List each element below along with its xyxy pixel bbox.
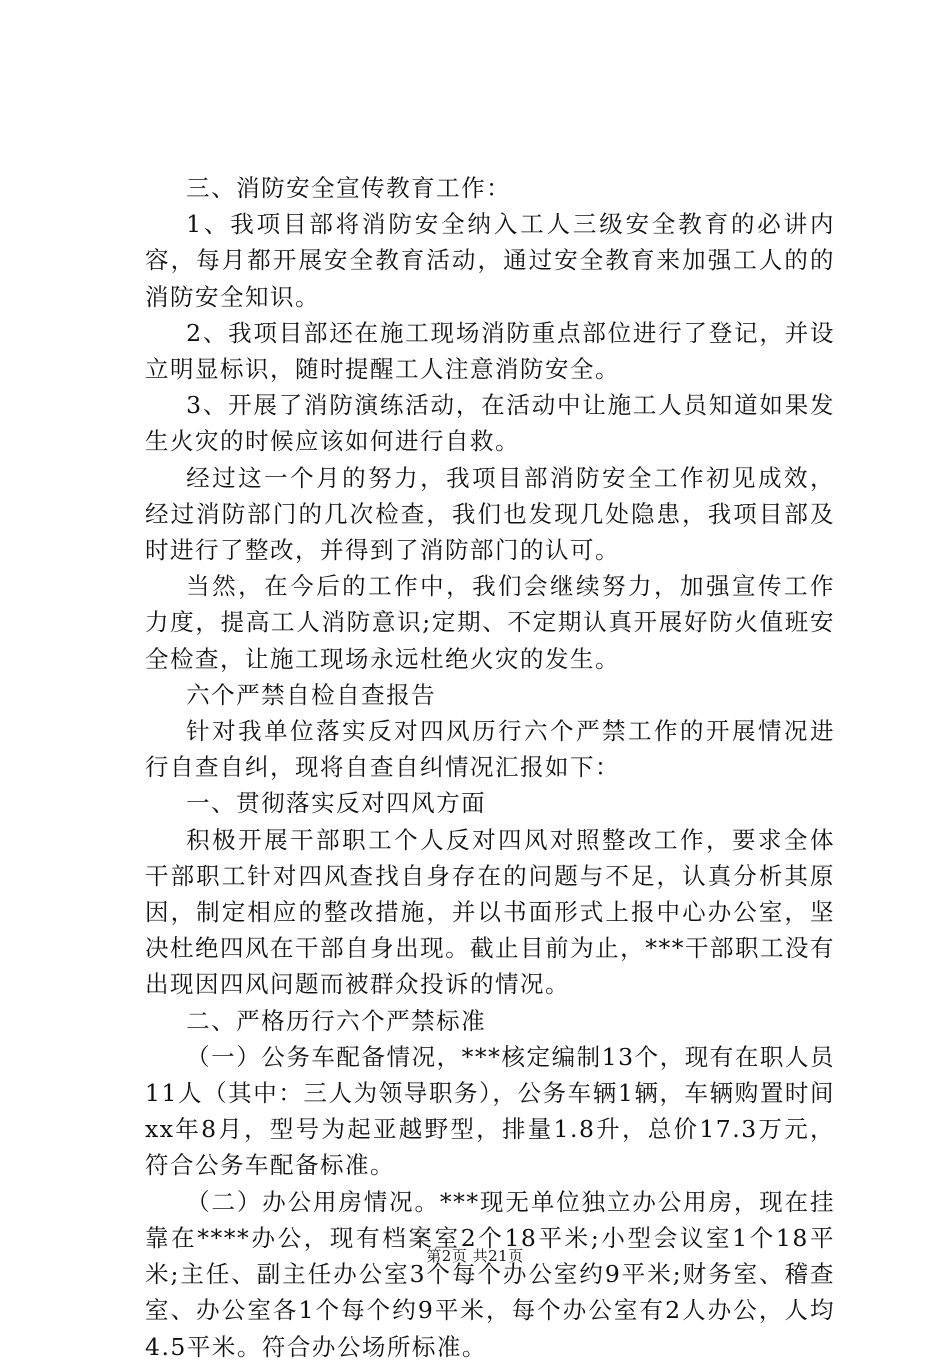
paragraph-office-space: （二）办公用房情况。***现无单位独立办公用房，现在挂靠在****办公，现有档案室2个18平米;小型会议室1个18平米;主任、副主任办公室3个每个办公室约9平米;财务室、稽查室、办公室各1个每个约9平米，每个办公室有2人办公，人均4.5平米。符合办公场所标准。 — [145, 1187, 835, 1361]
paragraph-four-winds: 积极开展干部职工个人反对四风对照整改工作，要求全体干部职工针对四风查找自身存在的问题与不足，认真分析其原因，制定相应的整改措施，并以书面形式上报中心办公室，坚决杜绝四风在干部自身出现。截止目前为止，***干部职工没有出现因四风问题而被群众投诉的情况。 — [145, 825, 835, 999]
page-footer: 第2页 共21页 — [426, 1247, 524, 1265]
paragraph-item-3: 3、开展了消防演练活动，在活动中让施工人员知道如果发生火灾的时候应该如何进行自救。 — [145, 391, 835, 456]
paragraph-item-2: 2、我项目部还在施工现场消防重点部位进行了登记，并设立明显标识，随时提醒工人注意消防安全。 — [145, 318, 835, 384]
paragraph-outlook: 当然，在今后的工作中，我们会继续努力，加强宣传工作力度，提高工人消防意识;定期、不定期认真开展好防火值班安全检查，让施工现场永远杜绝火灾的发生。 — [145, 572, 835, 673]
paragraph-summary: 经过这一个月的努力，我项目部消防安全工作初见成效，经过消防部门的几次检查，我们也发现几处隐患，我项目部及时进行了整改，并得到了消防部门的认可。 — [145, 463, 835, 565]
report-title: 六个严禁自检自查报告 — [186, 680, 437, 709]
section-heading-six-prohibitions: 二、严格历行六个严禁标准 — [186, 1006, 487, 1035]
section-heading-four-winds: 一、贯彻落实反对四风方面 — [186, 789, 487, 818]
paragraph-intro: 针对我单位落实反对四风历行六个严禁工作的开展情况进行自查自纠，现将自查自纠情况汇报如下： — [145, 717, 835, 782]
paragraph-vehicles: （一）公务车配备情况，***核定编制13个，现有在职人员11人（其中：三人为领导职务），公务车辆1辆，车辆购置时间xx年8月，型号为起亚越野型，排量1.8升，总价17.3万元，符合公务车配备标准。 — [145, 1042, 835, 1180]
paragraph-item-1: 1、我项目部将消防安全纳入工人三级安全教育的必讲内容，每月都开展安全教育活动，通过安全教育来加强工人的的消防安全知识。 — [145, 210, 835, 311]
section-heading-fire-education: 三、消防安全宣传教育工作： — [186, 174, 512, 202]
document-body — [145, 170, 835, 1365]
